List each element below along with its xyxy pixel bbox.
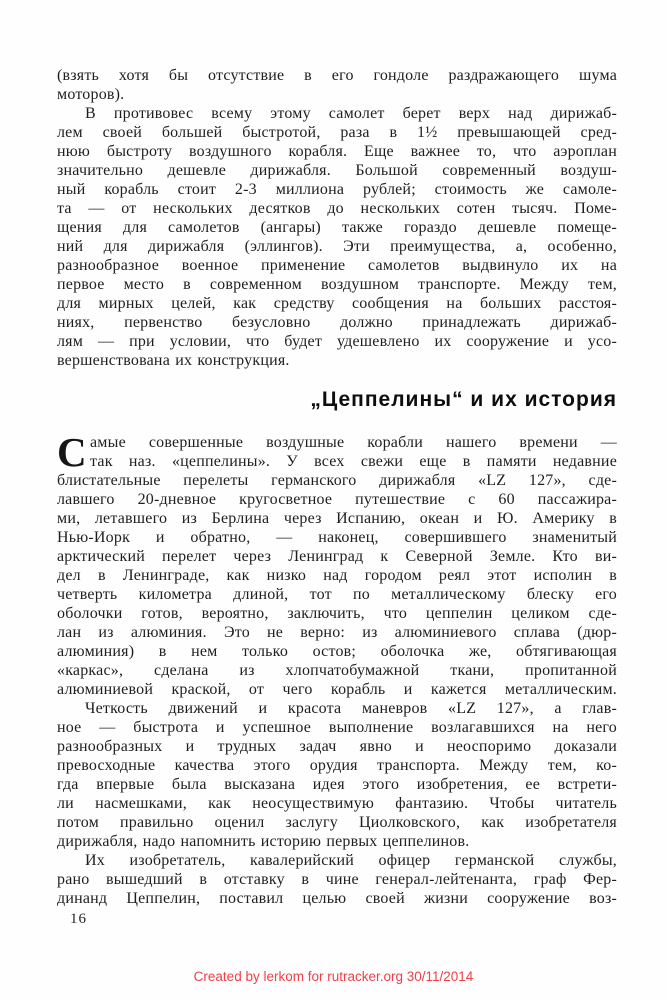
text-line: динанд Цеппелин, поставил целью своей жизни сооружение воз- (57, 890, 617, 907)
text-line: та — от нескольких десятков до нескольких сотен тысяч. Поме- (57, 200, 617, 217)
text-line: вершенствована их конструкция. (57, 352, 290, 369)
text-line: алюминиевой краской, от чего корабль и кажется металлическим. (57, 681, 617, 698)
text-line: ний для дирижабля (эллингов). Эти преимущества, а, особенно, (57, 238, 617, 255)
paragraph (57, 851, 617, 908)
text-line: арктический перелет через Ленинград к Северной Земле. Кто ви- (57, 548, 617, 565)
text-line: (взять хотя бы отсутствие в его гондоле раздражающего шума (57, 67, 617, 84)
text-line: ми, летавшего из Берлина через Испанию, океан и Ю. Америку в (57, 510, 617, 527)
text-line: значительно дешевле дирижабля. Большой современный воздуш- (57, 162, 617, 179)
text-line: В противовес всему этому самолет берет верх над дирижаб- (85, 105, 617, 122)
text-line: Четкость движений и красота маневров «LZ 127», а глав- (85, 700, 617, 717)
text-line: ниях, первенство безусловно должно принадлежать дирижаб- (57, 314, 617, 331)
text-line: нюю быстроту воздушного корабля. Еще важнее то, что аэроплан (57, 143, 617, 160)
paragraph (57, 429, 617, 699)
text-line: моторов). (57, 86, 125, 103)
text-line: первое место в современном воздушном транспорте. Между тем, (57, 276, 617, 293)
paragraph (57, 66, 617, 104)
text-line: потом правильно оценил заслугу Циолковского, как изобретателя (57, 814, 617, 831)
text-line: разнообразных и трудных задач явно и неоспоримо доказали (57, 738, 617, 755)
text-line: Их изобретатель, кавалерийский офицер германской службы, (85, 852, 617, 869)
text-line: оболочки готов, вероятно, заключить, что цеппелин целиком сде- (57, 605, 617, 622)
page-number: 16 (70, 911, 87, 927)
text-line: дирижабля, надо напомнить историю первых цеппелинов. (57, 833, 470, 850)
text-line: ный корабль стоит 2-3 миллиона рублей; стоимость же самоле- (57, 181, 617, 198)
text-line: разнообразное военное применение самолетов выдвинуло их на (57, 257, 617, 274)
text-line: дел в Ленинграде, как низко над городом реял этот исполин в (57, 567, 617, 584)
section-heading: „Цеппелины“ и их история (310, 388, 617, 411)
paragraph (57, 104, 617, 370)
text-line: ли насмешками, как неосуществимую фантазию. Чтобы читатель (57, 795, 617, 812)
text-line: Нью-Иорк и обратно, — наконец, совершившего знаменитый (57, 529, 617, 546)
text-line: ное — быстрота и успешное выполнение возлагавшихся на него (57, 719, 617, 736)
text-line: алюминия) в нем только остов; оболочка же, обтягивающая (57, 643, 617, 660)
text-line: рано вышедший в отставку в чине генерал-лейтенанта, граф Фер- (57, 871, 617, 888)
text-line: лан из алюминия. Это не верно: из алюминиевого сплава (дюр- (57, 624, 617, 641)
text-line: гда впервые была высказана идея этого изобретения, ее встрети- (57, 776, 617, 793)
text-line: амые совершенные воздушные корабли нашего времени — (90, 434, 617, 451)
drop-cap: С (57, 429, 87, 475)
paragraph (57, 699, 617, 851)
text-line: блистательные перелеты германского дирижабля «LZ 127», сде- (57, 472, 617, 489)
text-line: для мирных целей, как средству сообщения на больших расстоя- (57, 295, 617, 312)
text-line: щения для самолетов (ангары) также гораздо дешевле помеще- (57, 219, 617, 236)
text-line: так наз. «цеппелины». У всех свежи еще в памяти недавние (90, 453, 617, 470)
text-line: четверть километра длиной, тот по металлическому блеску его (57, 586, 617, 603)
text-line: лям — при условии, что будет удешевлено их сооружение и усо- (57, 333, 617, 350)
text-line: лавшего 20-дневное кругосветное путешествие с 60 пассажира- (57, 491, 617, 508)
text-line: «каркас», сделана из хлопчатобумажной ткани, пропитанной (57, 662, 617, 679)
watermark: Created by lerkom for rutracker.org 30/11/2014 (193, 969, 474, 984)
text-block (57, 66, 617, 908)
text-line: лем своей большей быстротой, раза в 1½ превышающей сред- (57, 124, 617, 141)
text-line: превосходные качества этого орудия транспорта. Между тем, ко- (57, 757, 617, 774)
